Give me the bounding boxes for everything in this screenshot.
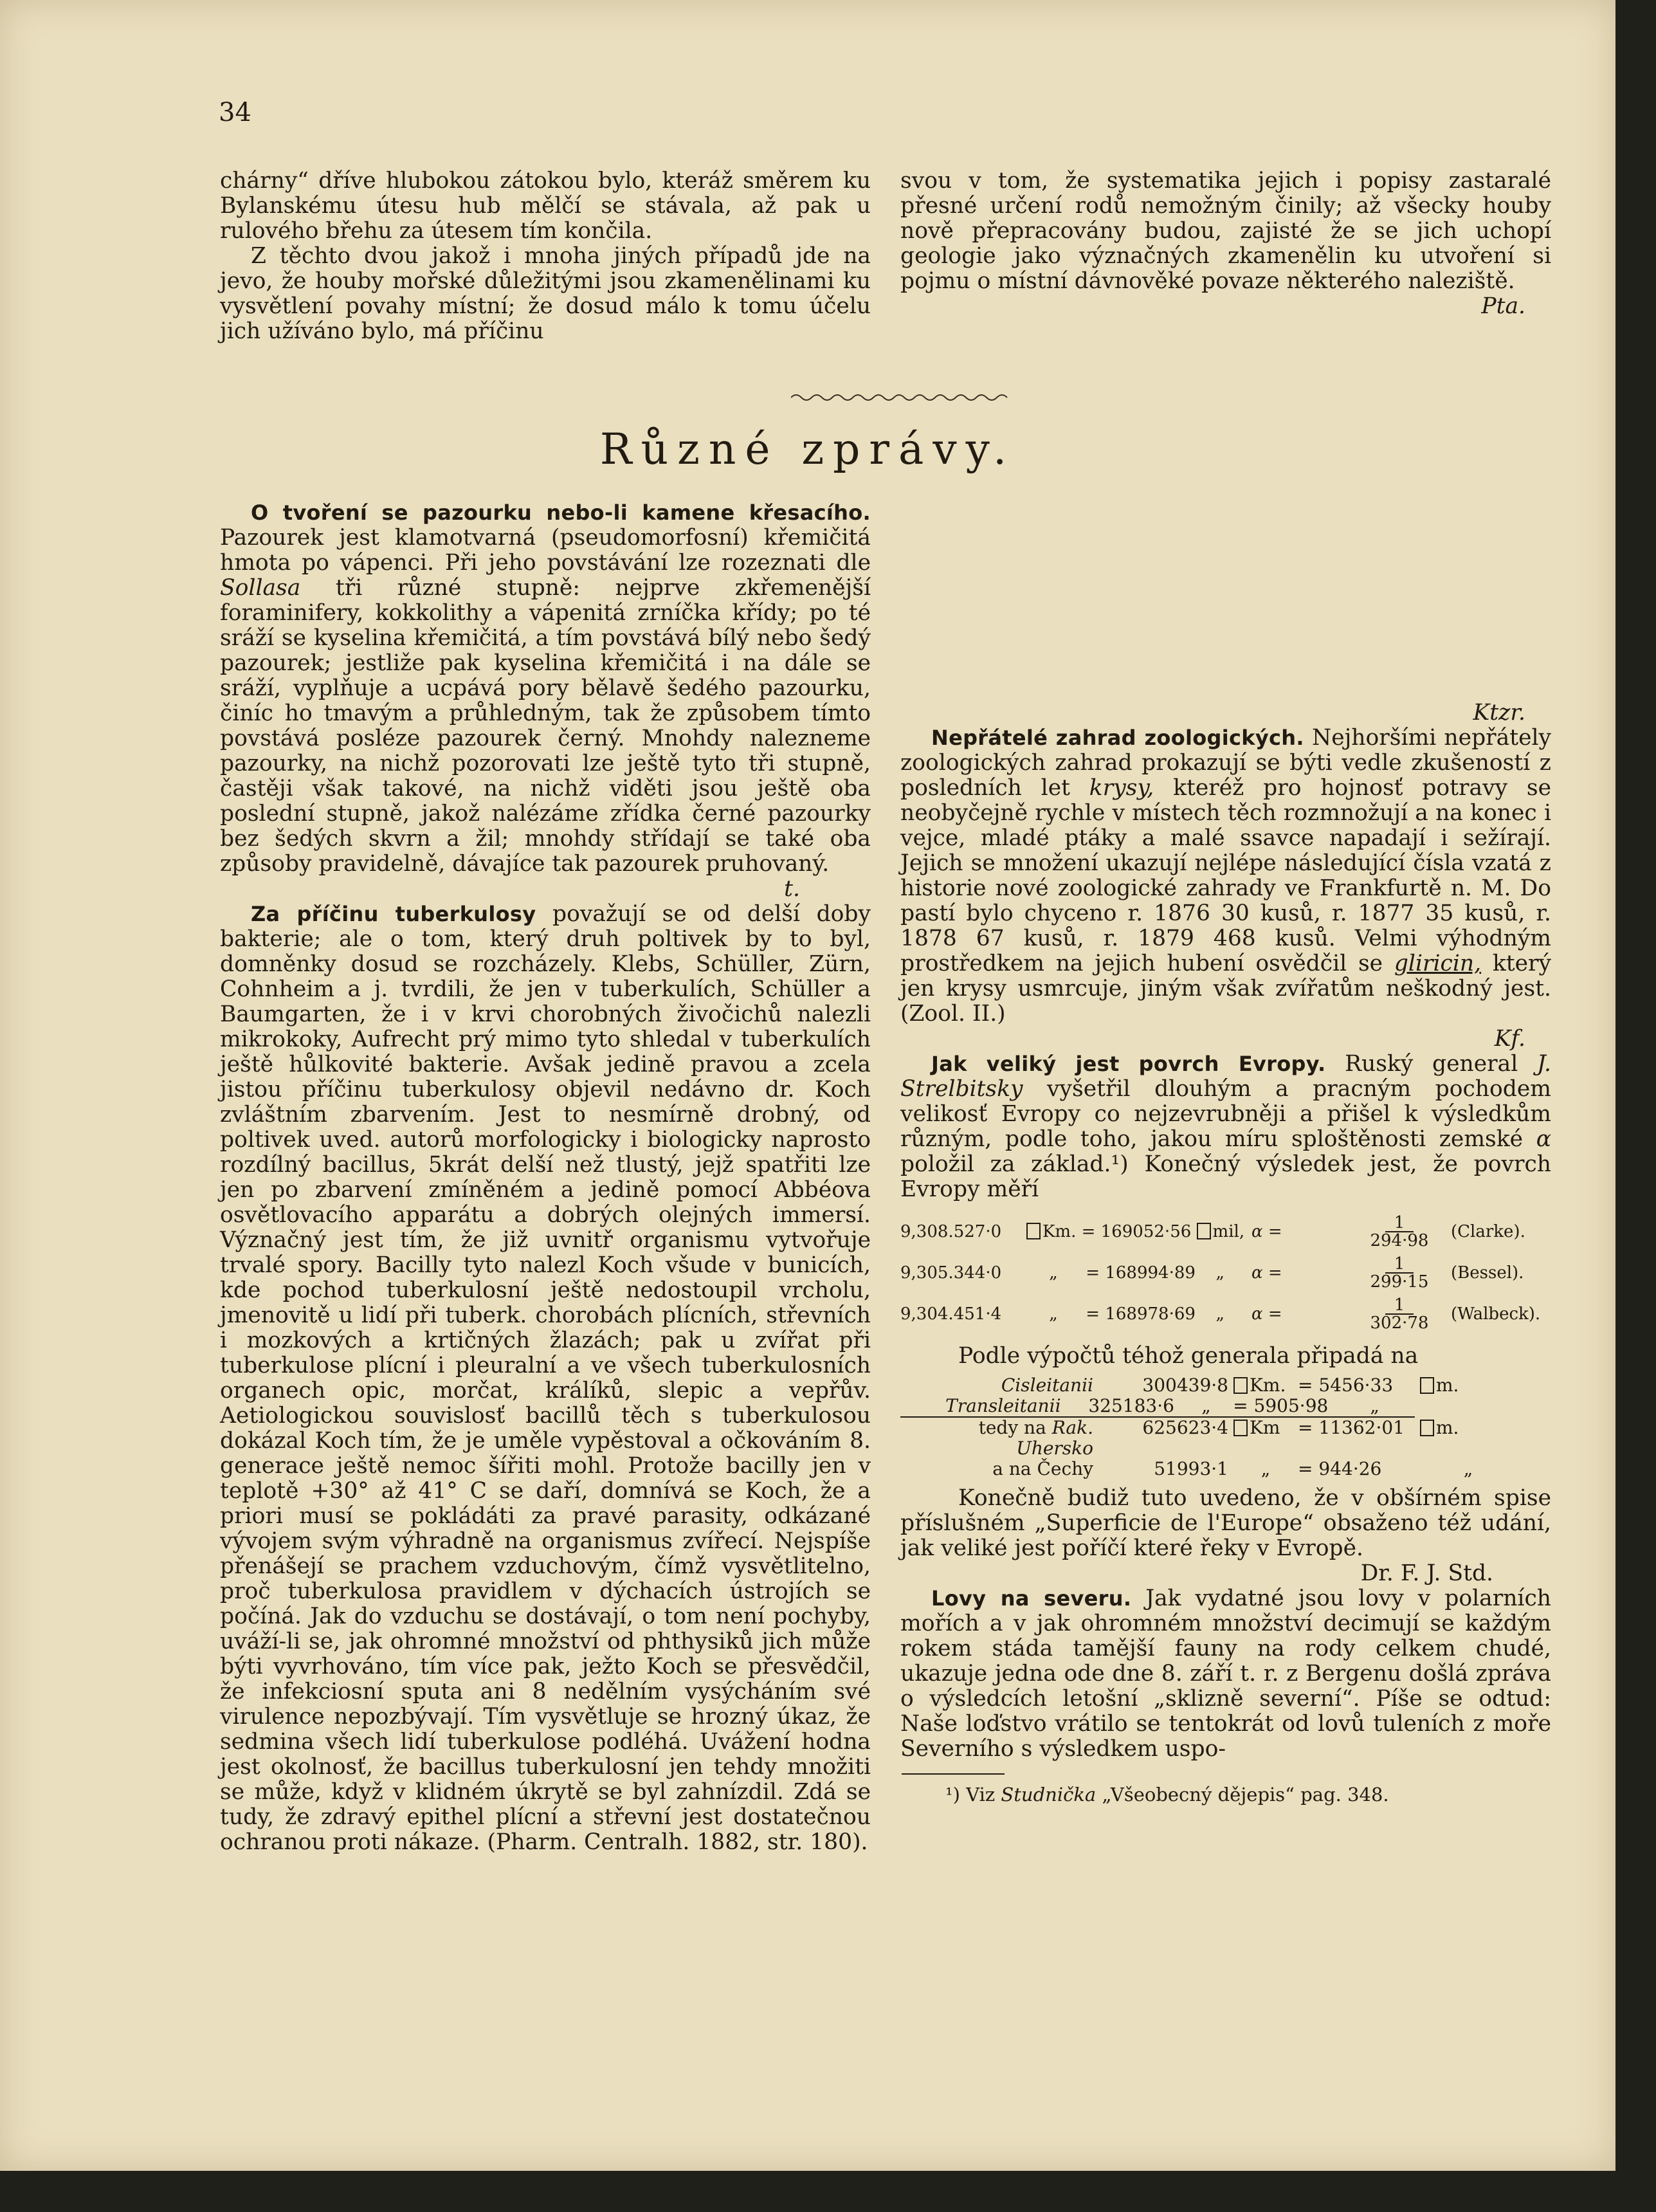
tuberkulosa-signature: Ktzr. (1473, 700, 1525, 726)
evropa-author: J. Strelbitsky (900, 1051, 1552, 1102)
evropa-text-a: Ruský general (1345, 1051, 1518, 1077)
area-mil: 944·26 (1318, 1458, 1382, 1479)
formula-mil-unit: „ (1215, 1304, 1224, 1324)
formula-mil: 168994·89 (1105, 1263, 1196, 1283)
wavy-divider-ornament (791, 391, 1010, 404)
footnote: ¹) Viz Studnička „Všeobecný dějepis“ pag. 348. (945, 1784, 1389, 1805)
pazourek-signature: t. (784, 876, 800, 902)
formula-mil-unit: mil, (1212, 1222, 1245, 1241)
top-left-paragraph-1: chárny“ dříve hlubokou zátokou bylo, kteráž směrem ku Bylanskému útesu hub mělčí se stávala, až pak u rulového břehu za útesem tím končila. (220, 168, 871, 244)
evropa-text-e: Konečně budiž tuto uvedeno, že v obšírném spise příslušném „Superficie de l'Europe“ obsaženo též udání, jak veliké jest poříčí které řeky v Evropě. (900, 1485, 1551, 1561)
zahrady-remedy: gliricin, (1394, 951, 1482, 976)
footnote-divider (902, 1773, 1005, 1775)
formula-km-unit: „ (1049, 1263, 1058, 1283)
area-km: 625623·4 (1142, 1417, 1228, 1438)
evropa-alpha: α (1536, 1126, 1551, 1152)
zahrady-signature: Kf. (1494, 1026, 1525, 1052)
square-symbol (1233, 1377, 1248, 1394)
heading-zahrady: Nepřátelé zahrad zoologických. (931, 726, 1304, 750)
article-tuberkulosa (220, 902, 871, 1855)
article-pazourek (220, 500, 871, 877)
left-column (220, 500, 871, 1855)
zahrady-text-b: kteréž pro hojnosť potravy se neobyčejně rychle v místech těch rozmnožují a na konec i vejce, mladé ptáky a malé ssavce napadají i sežírají. Jejich se množení ukazují nejlépe následující čísla vzatá z historie nové zoologické zahrady ve Frankfurtě n. M. Do pastí bylo chyceno r. 1876 30 kusů, r. 1877 35 kusů, r. 1878 67 kusů, r. 1879 468 kusů. Velmi výhodným prostředkem na jejich hubení osvědčil se (900, 775, 1551, 976)
formula-row: 9,304.451·4 „ = 168978·69 „ α = $\frac{1}{302\cdot 78}$ (Walbeck). (900, 1295, 1541, 1333)
footnote-author: Studnička (1001, 1784, 1096, 1805)
zahrady-emphasis: krysy, (1089, 775, 1154, 801)
formula-source: (Clarke). (1451, 1222, 1525, 1241)
area-row: Transleitanii 325183·6 „ = 5905·98 „ (900, 1396, 1415, 1418)
formula-mil-unit: „ (1215, 1263, 1224, 1283)
tuberkulosa-text: považují se od delší doby bakterie; ale o tom, který druh poltivek by to byl, domněnky dosud se rozcházely. Klebs, Schüller, Zürn, Cohnheim a j. tvrdili, že jen v tuberkulích, Schüller a Baumgarten, že i v krvi chorobných živočichů nalezli mikrokoky, Aufrecht prý mimo tyto shledal v tuberkulích ještě hůlkovité bakterie. Avšak jedině pravou a zcela jistou příčinu tuberkulosy objevil nedávno dr. Koch zvláštním zbarvením. Jest to nesmírně drobný, od poltivek uved. autorů morfologicky i biologicky naprosto rozdílný bacillus, 5krát delší než tlustý, jejž spatřiti lze jen po zbarvení zmíněném a jedině pomocí Abbéova osvětlovacího apparátu a dobrých olejných immersí. Význačný jest tím, že již uvnitř organismu vytvořuje trvalé spory. Bacilly tyto nalezl Koch všude v bunicích, kde pochod tuberkulosní ještě nedostoupil vrcholu, jmenovitě u lidí při tuberk. chorobách plícních, střevních i mozkových a krtičných žlazách; pak u zvířat při tuberkulose plícní i pleuralní a ve všech tuberkulosních organech opic, morčat, králíků, slepic a vepřův. Aetiologickou souvislosť bacillů těch s tuberkulosou dokázal Koch tím, že je uměle vypěstoval a očkováním 8. generace ještě nemoc šířiti mohl. Protože bacilly jen v teplotě +30° až 41° C se daří, domnívá se Koch, že a priori musí se pokládáti za pravé parasity, odkázané vývojem svým výhradně na organismus zvířecí. Nejspíše přenášejí se prachem vzduchovým, čímž vysvětlitelno, proč tuberkulosa pravidlem v dýchacích ústrojích se počíná. Jak do vzduchu se dostávají, o tom není pochyby, uváží-li se, jak ohromné množství od phthysiků jich může býti vyvrhováno, tím více pak, ježto Koch se přesvědčil, že infekciosní sputa ani 8 nedělním vysýcháním své virulence nepozbývají. Tím vysvětluje se hrozný úkaz, že sedmina všech lidí tuberkulose podléhá. Uvážení hodna jest okolnosť, že bacillus tuberkulosní jen tehdy množiti se může, když v klidném úkrytě se byl zahnízdil. Zdá se tudy, že zdravý epithel plícní a střevní jest dostatečnou ochranou proti nákaze. (Pharm. Centralh. 1882, str. 180). (220, 901, 871, 1855)
evropa-text-c: položil za základ.¹) Konečný výsledek jest, že povrch Evropy měří (900, 1151, 1551, 1202)
top-left-paragraph-2: Z těchto dvou jakož i mnoha jiných případů jde na jevo, že houby mořské důležitými jsou zkamenělinami ku vysvětlení povahy místní; že dosud málo k tomu účelu jich užíváno bylo, má příčinu (220, 243, 871, 344)
article-lovy (900, 1586, 1551, 1762)
heading-lovy: Lovy na severu. (931, 1586, 1132, 1611)
formula-km: 9,304.451·4 (900, 1304, 1002, 1324)
area-table (900, 1375, 1551, 1479)
area-km: 325183·6 (1088, 1395, 1174, 1416)
square-symbol (1197, 1223, 1211, 1239)
formula-row: 9,305.344·0 „ = 168994·89 „ α = $\frac{1}{299\cdot 15}$ (Bessel). (900, 1254, 1524, 1292)
area-row: tedy na Rak. Uhersko 625623·4 Km = 11362·01 m. (978, 1417, 1459, 1459)
article-zahrady (900, 726, 1551, 1027)
right-column (900, 700, 1551, 1807)
area-km: 300439·8 (1142, 1375, 1228, 1396)
formula-km-unit: Km. (1042, 1222, 1077, 1241)
formula-km: 9,308.527·0 (900, 1222, 1002, 1241)
formula-km-unit: „ (1049, 1304, 1058, 1324)
surface-formula-table (900, 1211, 1551, 1335)
area-region: Cisleitanii (1001, 1375, 1093, 1396)
formula-alpha: α (1251, 1304, 1263, 1324)
formula-row: 9,308.527·0 Km. = 169052·56 mil, α = $\frac{1}{294\cdot 98}$ (Clarke). (900, 1213, 1525, 1250)
formula-fraction: $\frac{1}{299\cdot 15}$ (1370, 1254, 1429, 1292)
area-region: Transleitanii (945, 1395, 1061, 1416)
lovy-text: Jak vydatné jsou lovy v polarních mořích a v jak ohromném množství decimují se každým rokem stáda tamější fauny na rody celkem chudé, ukazuje jedna ode dne 8. září t. r. z Bergenu došlá zpráva o výsledcích letošní „sklizně severní“. Píše se odtud: Naše loďstvo vrátilo se tentokrát od lovů tuleních z moře Severního s výsledkem uspo- (900, 1586, 1552, 1762)
top-right-column (900, 169, 1551, 319)
top-right-paragraph: svou v tom, že systematika jejich i popisy zastaralé přesné určení rodů nemožným činily; až všecky houby nově přepracovány budou, zajisté že se jich uchopí geologie jako význačných zkamenělin ku utvoření si pojmu o místní dávnověké povaze některého naleziště. (900, 168, 1551, 294)
formula-alpha: α (1251, 1222, 1263, 1241)
evropa-text-d: Podle výpočtů téhož generala připadá na (958, 1343, 1419, 1369)
top-right-signature: Pta. (1481, 293, 1525, 319)
zahrady-text-a: Nejhoršími nepřátely zoologických zahrad prokazují se býti vedle zkušeností z posledních let (900, 725, 1552, 801)
formula-fraction: $\frac{1}{294\cdot 98}$ (1370, 1213, 1429, 1250)
heading-tuberkulosa: Za příčinu tuberkulosy (251, 902, 536, 926)
square-symbol (1420, 1420, 1434, 1436)
square-symbol (1420, 1377, 1434, 1394)
formula-source: (Bessel). (1451, 1263, 1524, 1283)
formula-mil: 168978·69 (1105, 1304, 1196, 1324)
area-mil: 5905·98 (1253, 1395, 1329, 1416)
area-mil: 11362·01 (1318, 1417, 1405, 1438)
area-mil: 5456·33 (1318, 1375, 1394, 1396)
evropa-text-b: vyšetřil dlouhým a pracným pochodem velikosť Evropy co nejzevrubněji a přišel k výsledkům různým, podle toho, jakou míru sploštěnosti zemské (900, 1076, 1551, 1152)
heading-evropa: Jak veliký jest povrch Evropy. (931, 1052, 1326, 1076)
square-symbol (1233, 1420, 1248, 1436)
pazourek-author: Sollasa (220, 575, 301, 601)
area-region: Čechy (1037, 1458, 1093, 1479)
page-number: 34 (219, 98, 251, 127)
evropa-signature: Dr. F. J. Std. (1360, 1560, 1493, 1586)
top-left-column (220, 169, 871, 344)
formula-alpha: α (1251, 1263, 1263, 1283)
formula-mil: 169052·56 (1100, 1222, 1192, 1241)
pazourek-text-a: Pazourek jest klamotvarná (pseudomorfosní) křemičitá hmota po vápenci. Při jeho povstávání lze rozeznati dle (220, 525, 871, 576)
formula-km: 9,305.344·0 (900, 1263, 1002, 1283)
heading-pazourek: O tvoření se pazourku nebo-li kamene křesacího. (251, 500, 871, 525)
area-region: Rak. Uhersko (1016, 1417, 1093, 1459)
pazourek-text-b: tři různé stupně: nejprve zkřemenější foraminifery, kokkolithy a vápenitá zrníčka křídy; po té sráží se kyselina křemičitá, a tím povstává bílý nebo šedý pazourek; jestliže pak kyselina křemičitá i na dále se sráží, vyplňuje a ucpává pory bělavě šedého pazourku, činíc ho tmavým a průhledným, tak že způsobem tímto povstává posléze pazourek černý. Mnohdy nalezneme pazourky, na nichž pozorovati lze ještě tyto tři stupně, častěji však takové, na nichž viděti jsou ještě oba poslední stupně, jakož nalézáme zřídka černé pazourky bez šedých skvrn a žil; mnohdy střídají se také oba způsoby pravidelně, dávajíce tak pazourek pruhovaný. (220, 575, 871, 877)
section-title: Různé zprávy. (599, 425, 1016, 474)
area-row: Cisleitanii 300439·8 Km. = 5456·33 m. (1001, 1375, 1459, 1396)
zahrady-text-c: který jen krysy usmrcuje, jiným však zvířatům neškodný jest. (Zool. II.) (900, 951, 1552, 1027)
square-symbol (1026, 1223, 1041, 1239)
area-km: 51993·1 (1154, 1458, 1228, 1479)
formula-source: (Walbeck). (1451, 1304, 1541, 1324)
formula-fraction: $\frac{1}{302\cdot 78}$ (1370, 1295, 1429, 1333)
area-row: a na Čechy 51993·1 „ = 944·26 „ (992, 1458, 1473, 1479)
article-evropa (900, 1052, 1551, 1202)
